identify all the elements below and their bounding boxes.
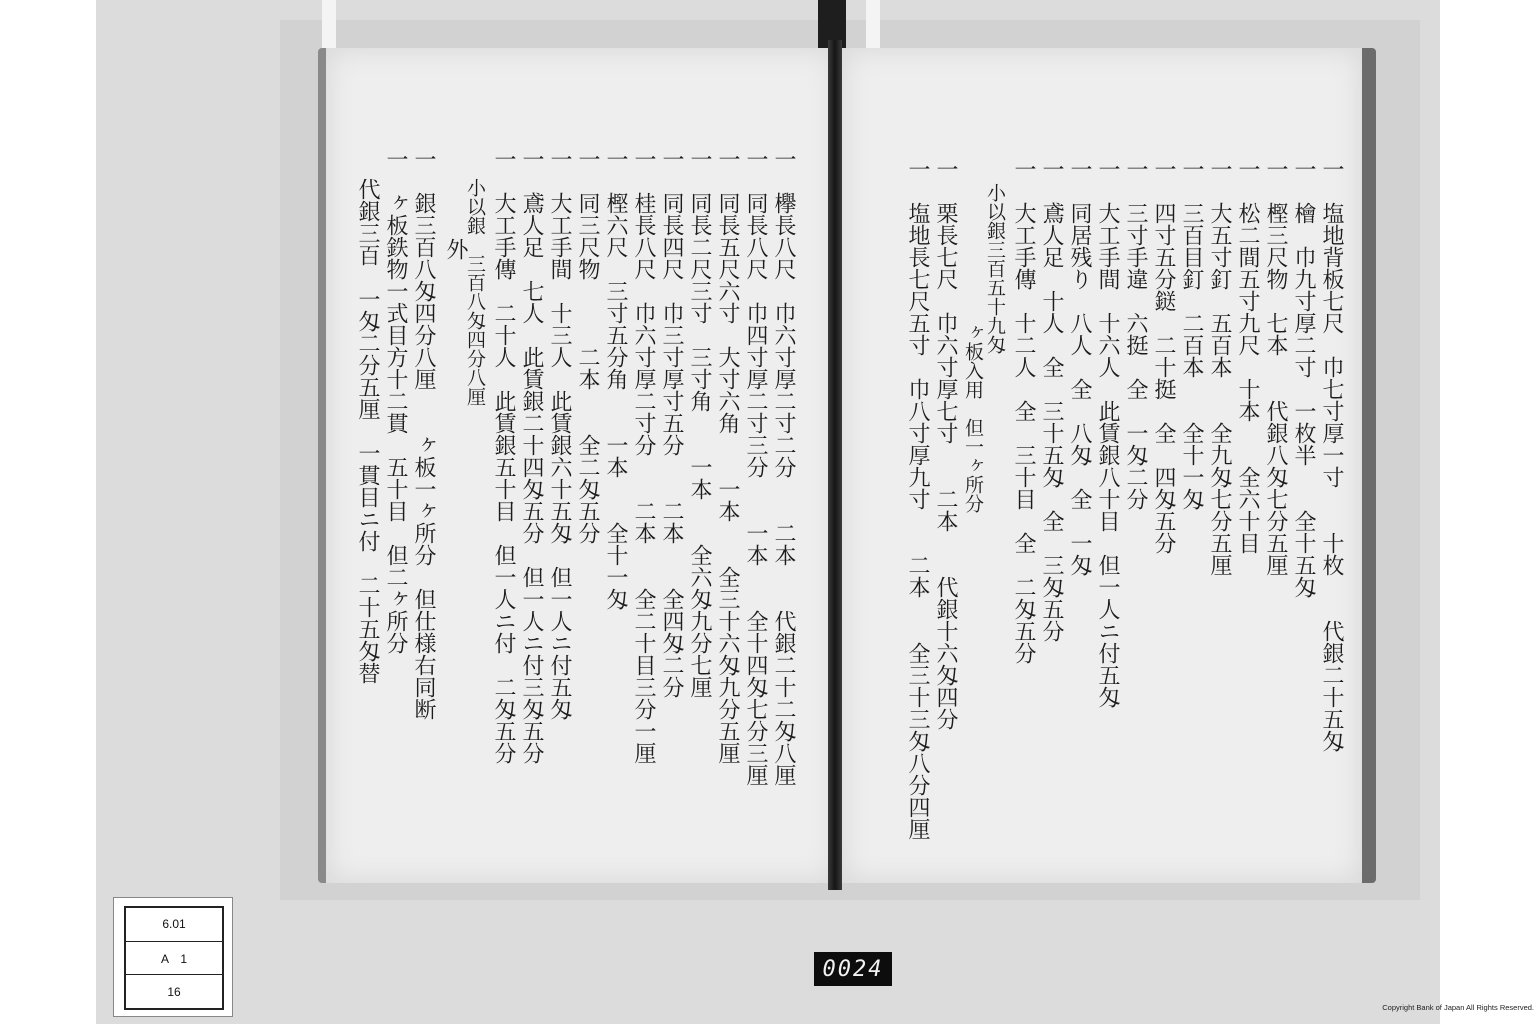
book-gutter bbox=[828, 40, 842, 890]
right-column: 一 大工手傳 十二人 全 三十目 全 二匁五分 bbox=[1011, 158, 1036, 664]
left-column: 一 桂長八尺 巾六寸厚二寸分 二本 全二十目三分一厘 bbox=[631, 148, 656, 764]
left-column: 一 樫六尺 三寸五分角 一本 全十一匁 bbox=[603, 148, 628, 610]
left-column: 一 同長四尺 巾三寸厚寸五分 二本 全四匁二分 bbox=[659, 148, 684, 698]
right-column: 一 松二間五寸九尺 十本 全六十目 bbox=[1235, 158, 1260, 554]
left-column: 一 大工手傳 二十人 此賃銀五十目 但一人ニ付 二匁五分 bbox=[491, 148, 516, 764]
left-column: 一 鳶人足 七人 此賃銀二十四匁五分 但一人ニ付三匁五分 bbox=[519, 148, 544, 764]
left-column: 一 同長五尺六寸 大寸六角 一本 全三十六匁九分五厘 bbox=[715, 148, 740, 764]
right-column: 一 三寸手違 六挺 全 一匁二分 bbox=[1123, 158, 1148, 510]
left-column: 一 銀三百八匁四分八厘 ヶ板一ヶ所分 但仕様右同断 bbox=[411, 148, 436, 720]
copyright-notice: Copyright Bank of Japan All Rights Reserved. bbox=[1382, 1003, 1534, 1012]
left-column: 代銀三百 一匁二分五厘 一貫目ニ付 二十五匁替 bbox=[355, 178, 380, 684]
left-column: 一 大工手間 十三人 此賃銀六十五匁 但一人ニ付五匁 bbox=[547, 148, 572, 720]
right-column: 一 三百目釘 二百本 全十一匁 bbox=[1179, 158, 1204, 510]
right-column: 一 鳶人足 十人 全 三十五匁 全 三匁五分 bbox=[1039, 158, 1064, 642]
right-column: 一 塩地背板七尺 巾七寸厚一寸 十枚 代銀二十五匁 bbox=[1319, 158, 1344, 752]
left-column: 一 ヶ板鉄物一式目方十二貫 五十目 但二ヶ所分 bbox=[383, 148, 408, 654]
left-column: 一 同三尺物 二本 全二匁五分 bbox=[575, 148, 600, 544]
archive-label-line: 16 bbox=[167, 984, 181, 999]
right-column: 一 栗長七尺 巾六寸厚七寸 二本 代銀十六匁四分 bbox=[933, 158, 958, 730]
right-column: 一 同居残り 八人 全 八匁 全 一匁 bbox=[1067, 158, 1092, 576]
right-column: 一 塩地長七尺五寸 巾八寸厚九寸 二本 全三十三匁八分四厘 bbox=[905, 158, 930, 840]
left-section-mark: 外 bbox=[443, 238, 468, 260]
archive-label-line: 6.01 bbox=[126, 908, 222, 942]
right-column: 一 樫三尺物 七本 代銀八匁七分五厘 bbox=[1263, 158, 1288, 576]
right-column: 一 大五寸釘 五百本 全九匁七分五厘 bbox=[1207, 158, 1232, 576]
right-section-heading: ヶ板入用 但一ヶ所分 bbox=[962, 323, 984, 513]
left-column: 一 同長八尺 巾四寸厚二寸三分 一本 全十四匁七分三厘 bbox=[743, 148, 768, 786]
right-column: 一 檜 巾九寸厚二寸 一枚半 全十五匁 bbox=[1291, 158, 1316, 598]
left-page bbox=[318, 48, 836, 883]
archive-label-table bbox=[124, 906, 224, 1010]
left-column: 一 欅長八尺 巾六寸厚二寸二分 二本 代銀二十二匁八厘 bbox=[771, 148, 796, 786]
right-column: 一 大工手間 十六人 此賃銀八十目 但一人ニ付五匁 bbox=[1095, 158, 1120, 708]
right-subtotal: 小以銀三百五十九匁 bbox=[984, 183, 1006, 354]
archive-label bbox=[113, 897, 233, 1017]
right-column: 一 四寸五分鎹 二十挺 全 四匁五分 bbox=[1151, 158, 1176, 554]
left-column: 一 同長二尺三寸 三寸角 一本 全六匁九分七厘 bbox=[687, 148, 712, 698]
archive-label-line: A 1 bbox=[126, 942, 222, 976]
page-number-badge: 0024 bbox=[814, 952, 892, 986]
left-subtotal: 小以銀 三百八匁四分八厘 bbox=[464, 178, 486, 406]
right-page bbox=[842, 48, 1376, 883]
